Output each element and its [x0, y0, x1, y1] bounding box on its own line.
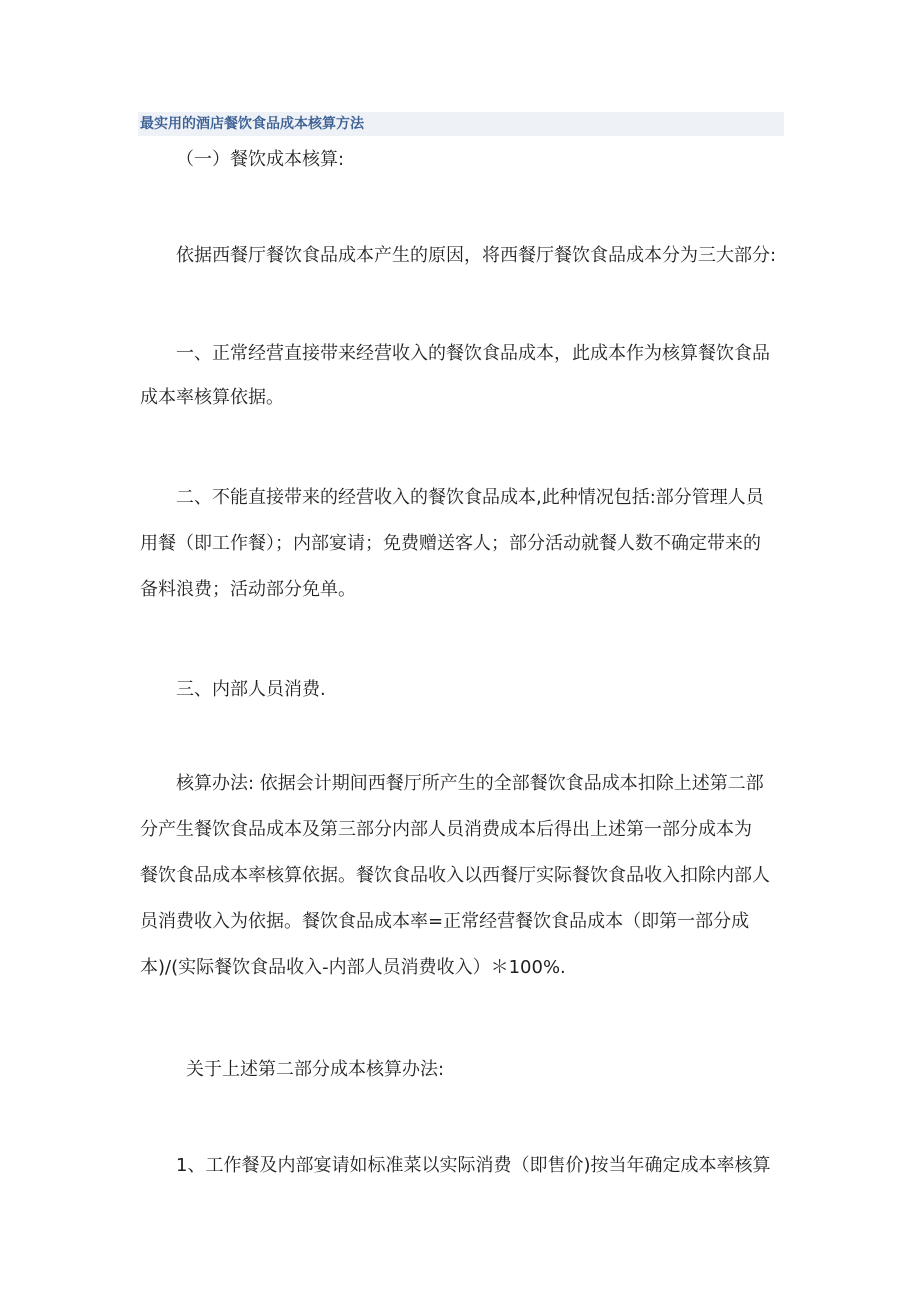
item-1: 1、工作餐及内部宴请如标准菜以实际消费（即售价)按当年确定成本率核算 [176, 1155, 771, 1176]
section-heading: （一）餐饮成本核算: [176, 149, 345, 170]
part2-line-1: 二、不能直接带来的经营收入的餐饮食品成本,此种情况包括:部分管理人员 [176, 487, 764, 508]
intro-paragraph: 依据西餐厅餐饮食品成本产生的原因，将西餐厅餐饮食品成本分为三大部分: [176, 245, 777, 266]
method-line-4: 员消费收入为依据。餐饮食品成本率=正常经营餐饮食品成本（即第一部分成 [140, 911, 750, 932]
method-line-2: 分产生餐饮食品成本及第三部分内部人员消费成本后得出上述第一部分成本为 [140, 819, 752, 840]
part2-line-3: 备料浪费；活动部分免单。 [140, 579, 356, 600]
part1-line-2: 成本率核算依据。 [140, 387, 284, 408]
document-title: 最实用的酒店餐饮食品成本核算方法 [140, 116, 364, 132]
part1-line-1: 一、正常经营直接带来经营收入的餐饮食品成本，此成本作为核算餐饮食品 [176, 343, 770, 364]
method-line-1: 核算办法: 依据会计期间西餐厅所产生的全部餐饮食品成本扣除上述第二部 [176, 773, 764, 794]
about-second-part: 关于上述第二部分成本核算办法: [186, 1059, 445, 1080]
part2-line-2: 用餐（即工作餐）；内部宴请；免费赠送客人；部分活动就餐人数不确定带来的 [140, 533, 761, 554]
method-line-3: 餐饮食品成本率核算依据。餐饮食品收入以西餐厅实际餐饮食品收入扣除内部人 [140, 865, 770, 886]
part3-paragraph: 三、内部人员消费. [176, 679, 326, 700]
method-line-5: 本)/(实际餐饮食品收入-内部人员消费收入）＊100%. [140, 957, 566, 978]
